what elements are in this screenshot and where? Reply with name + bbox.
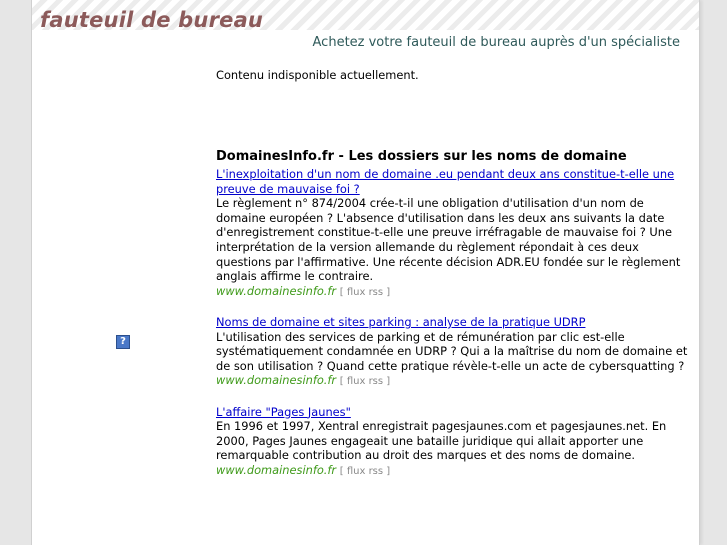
article-source-line bbox=[216, 463, 696, 480]
article-source[interactable]: www.domainesinfo.fr bbox=[216, 283, 337, 298]
rss-feed-link[interactable]: [ flux rss ] bbox=[339, 376, 391, 388]
article-title-link[interactable]: L'inexploitation d'un nom de domaine .eu pendant deux ans constitue-t-elle une preuve de mauvaise foi ? bbox=[216, 167, 675, 196]
article-source[interactable]: www.domainesinfo.fr bbox=[216, 373, 337, 388]
article-item bbox=[216, 405, 696, 480]
tagline: Achetez votre fauteuil de bureau auprès d'un spécialiste bbox=[312, 35, 680, 50]
article-body: En 1996 et 1997, Xentral enregistrait pagesjaunes.com et pagesjaunes.net. En 2000, Pages Jaunes engageait une bataille juridique qui allait apporter une remarquable contribution au droit des marques et des noms de domaine. bbox=[216, 419, 667, 463]
article-list bbox=[216, 167, 696, 494]
article-title-link[interactable]: L'affaire "Pages Jaunes" bbox=[216, 404, 351, 419]
rss-feed-link[interactable]: [ flux rss ] bbox=[339, 286, 391, 298]
broken-image-icon[interactable]: ? bbox=[116, 335, 130, 349]
unavailable-notice: Contenu indisponible actuellement. bbox=[216, 68, 419, 82]
page-container bbox=[31, 0, 700, 545]
main-content bbox=[216, 68, 696, 477]
article-item bbox=[216, 167, 696, 300]
header-banner bbox=[32, 0, 699, 30]
site-title[interactable]: fauteuil de bureau bbox=[40, 8, 264, 32]
rss-feed-link[interactable]: [ flux rss ] bbox=[339, 465, 391, 477]
article-source[interactable]: www.domainesinfo.fr bbox=[216, 462, 337, 477]
article-body: Le règlement n° 874/2004 crée-t-il une obligation d'utilisation d'un nom de domaine européen ? L'absence d'utilisation dans les deux ans suivants la date d'enregistrement constitue-t-elle une preuve irréfragable de mauvaise foi ? Une interprétation de la version allemande du règlement répondait à ces deux questions par l'affirmative. Une récente décision ADR.EU fondée sur le règlement anglais affirme le contraire. bbox=[216, 196, 681, 284]
section-title: DomainesInfo.fr - Les dossiers sur les noms de domaine bbox=[216, 149, 627, 164]
article-title-link[interactable]: Noms de domaine et sites parking : analyse de la pratique UDRP bbox=[216, 314, 586, 329]
article-source-line bbox=[216, 373, 696, 390]
article-source-line bbox=[216, 284, 696, 301]
article-body: L'utilisation des services de parking et de rémunération par clic est-elle systématiquement condamnée en UDRP ? Qui a la maîtrise du nom de domaine et de son utilisation ? Quand cette pratique révèle-t-elle un acte de cybersquatting ? bbox=[216, 329, 688, 373]
article-item bbox=[216, 315, 696, 390]
